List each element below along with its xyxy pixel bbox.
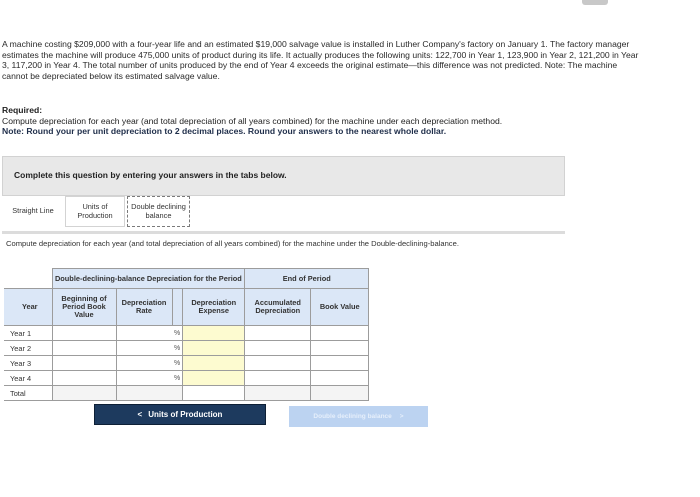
table-row	[4, 371, 369, 386]
rate-input[interactable]	[116, 326, 172, 341]
rate-input[interactable]	[116, 356, 172, 371]
group-header-period: Double-declining-balance Depreciation for the Period	[52, 269, 245, 289]
prev-tab-label: Units of Production	[148, 410, 223, 419]
corner-tab-decoration	[582, 0, 608, 5]
group-header-end-of-period: End of Period	[245, 269, 369, 289]
chevron-right-icon: >	[399, 413, 404, 420]
row-year-label: Year 4	[4, 371, 52, 386]
accumulated-input[interactable]	[245, 356, 311, 371]
tab-instruction: Compute depreciation for each year (and total depreciation of all years combined) for the machine under the Double-declining-balance.	[6, 239, 459, 248]
tab-units-of-production[interactable]: Units of Production	[65, 196, 125, 227]
rounding-note: Note: Round your per unit depreciation to 2 decimal places. Round your answers to the nearest whole dollar.	[2, 126, 447, 137]
beginning-value-input[interactable]	[52, 371, 116, 386]
row-year-label: Year 3	[4, 356, 52, 371]
table-row	[4, 326, 369, 341]
required-heading: Required:	[2, 105, 43, 115]
rate-input[interactable]	[116, 341, 172, 356]
beginning-value-input[interactable]	[52, 356, 116, 371]
header-year: Year	[4, 289, 52, 326]
problem-statement: A machine costing $209,000 with a four-year life and an estimated $19,000 salvage value is installed in Luther Company's factory on January 1. The factory manager estimates the machine will produce 475,000 units of product during its life. It actually produces the following units: 122,700 in Year 1, 123,900 in Year 2, 121,200 in Year 3, 117,200 in Year 4. The total number of units produced by the end of Year 4 exceeds the original estimate—this difference was not predicted. Note: The machine cannot be depreciated below its estimated salvage value.	[2, 39, 639, 81]
depreciation-table	[4, 268, 369, 401]
header-beginning-book-value: Beginning of Period Book Value	[52, 289, 116, 326]
accumulated-input[interactable]	[245, 371, 311, 386]
expense-input[interactable]	[183, 356, 245, 371]
table-row	[4, 356, 369, 371]
required-text: Compute depreciation for each year (and total depreciation of all years combined) for the machine under each depreciation method.	[2, 115, 503, 126]
accumulated-input[interactable]	[245, 326, 311, 341]
prev-tab-button[interactable]	[94, 404, 266, 425]
tab-double-declining-balance[interactable]: Double declining balance	[127, 196, 190, 227]
header-accumulated-depreciation: Accumulated Depreciation	[245, 289, 311, 326]
expense-input[interactable]	[183, 326, 245, 341]
header-book-value: Book Value	[311, 289, 369, 326]
total-label: Total	[4, 386, 52, 401]
book-value-input[interactable]	[311, 356, 369, 371]
percent-sign: %	[172, 371, 183, 386]
percent-sign: %	[172, 326, 183, 341]
percent-sign: %	[172, 341, 183, 356]
method-tabs	[2, 196, 565, 229]
next-tab-button[interactable]	[289, 406, 428, 427]
tab-straight-line[interactable]: Straight Line	[2, 196, 64, 227]
table-row	[4, 341, 369, 356]
header-depreciation-rate: Depreciation Rate	[116, 289, 172, 326]
instructions-panel	[2, 156, 565, 196]
row-year-label: Year 1	[4, 326, 52, 341]
header-depreciation-expense: Depreciation Expense	[183, 289, 245, 326]
total-expense-input[interactable]	[183, 386, 245, 401]
expense-input[interactable]	[183, 371, 245, 386]
rate-input[interactable]	[116, 371, 172, 386]
book-value-input[interactable]	[311, 371, 369, 386]
beginning-value-input[interactable]	[52, 326, 116, 341]
accumulated-input[interactable]	[245, 341, 311, 356]
book-value-input[interactable]	[311, 326, 369, 341]
required-section	[2, 105, 502, 137]
row-year-label: Year 2	[4, 341, 52, 356]
total-row	[4, 386, 369, 401]
expense-input[interactable]	[183, 341, 245, 356]
chevron-left-icon: <	[137, 410, 143, 419]
next-tab-label: Double declining balance	[313, 413, 392, 420]
panel-title: Complete this question by entering your answers in the tabs below.	[14, 170, 287, 180]
book-value-input[interactable]	[311, 341, 369, 356]
beginning-value-input[interactable]	[52, 341, 116, 356]
percent-sign: %	[172, 356, 183, 371]
